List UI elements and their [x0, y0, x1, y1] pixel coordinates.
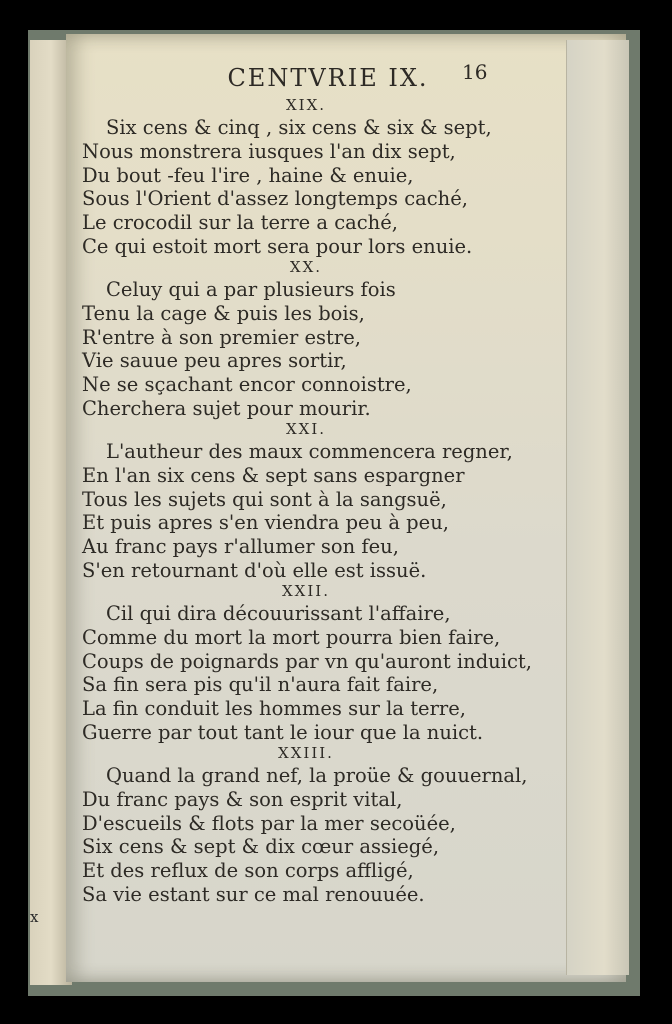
- verse-line: En l'an six cens & sept sans espargner: [82, 463, 465, 487]
- verse-line: Ce qui estoit mort sera pour lors enuie.: [82, 234, 473, 258]
- verse-line: D'escueils & flots par la mer secoüée,: [82, 811, 456, 835]
- running-head: CENTVRIE IX.: [227, 64, 429, 92]
- verse-line: Sa fin sera pis qu'il n'aura fait faire,: [82, 673, 439, 697]
- quatrain-verse: [82, 278, 412, 421]
- quatrain-numeral: XXI.: [285, 420, 327, 438]
- verse-line: Six cens & cinq , six cens & six & sept,: [106, 116, 492, 139]
- quatrain-numeral: XXII.: [282, 582, 330, 600]
- verse-line: Coups de poignards par vn qu'auront induict,: [82, 649, 532, 673]
- verse-line: La fin conduit les hommes sur la terre,: [82, 697, 466, 721]
- quatrain-verse: [82, 764, 527, 907]
- verse-line: Le crocodil sur la terre a caché,: [82, 211, 398, 235]
- verse-line: Au franc pays r'allumer son feu,: [82, 535, 399, 559]
- left-margin-fragment: x: [30, 908, 39, 926]
- verse-line: Comme du mort la mort pourra bien faire,: [82, 625, 501, 649]
- quatrain-verse: [82, 602, 532, 745]
- verse-line: L'autheur des maux commencera regner,: [106, 440, 513, 463]
- quatrain-numeral: XXIII.: [278, 744, 334, 762]
- quatrain-verse: [82, 116, 492, 259]
- right-page-edge: [566, 40, 629, 975]
- verse-line: Celuy qui a par plusieurs fois: [106, 278, 396, 301]
- verse-line: Et des reflux de son corps affligé,: [82, 859, 414, 883]
- verse-line: Nous monstrera iusques l'an dix sept,: [82, 139, 456, 163]
- page-number: 16: [462, 60, 488, 84]
- verse-line: Cil qui dira découurissant l'affaire,: [106, 602, 451, 625]
- quatrain-numeral: XX.: [289, 258, 323, 276]
- verse-line: Sa vie estant sur ce mal renouuée.: [82, 882, 425, 906]
- verse-line: S'en retournant d'où elle est issuë.: [82, 558, 427, 582]
- verse-line: Guerre par tout tant le iour que la nuict.: [82, 720, 484, 744]
- verse-line: Cherchera sujet pour mourir.: [82, 396, 371, 420]
- quatrain-verse: [82, 440, 513, 583]
- verse-line: Six cens & sept & dix cœur assiegé,: [82, 835, 440, 859]
- verse-line: Du franc pays & son esprit vital,: [82, 787, 403, 811]
- verse-line: Ne se sçachant encor connoistre,: [82, 373, 412, 397]
- verse-line: Tous les sujets qui sont à la sangsuë,: [82, 487, 447, 511]
- verse-line: Sous l'Orient d'assez longtemps caché,: [82, 187, 468, 211]
- verse-line: Du bout -feu l'ire , haine & enuie,: [82, 163, 414, 187]
- verse-line: R'entre à son premier estre,: [82, 325, 361, 349]
- verse-line: Tenu la cage & puis les bois,: [82, 301, 365, 325]
- verse-line: Quand la grand nef, la proüe & gouuernal,: [106, 764, 528, 787]
- verse-line: Et puis apres s'en viendra peu à peu,: [82, 511, 449, 535]
- quatrain-numeral: XIX.: [285, 96, 327, 114]
- verse-line: Vie sauue peu apres sortir,: [82, 349, 347, 373]
